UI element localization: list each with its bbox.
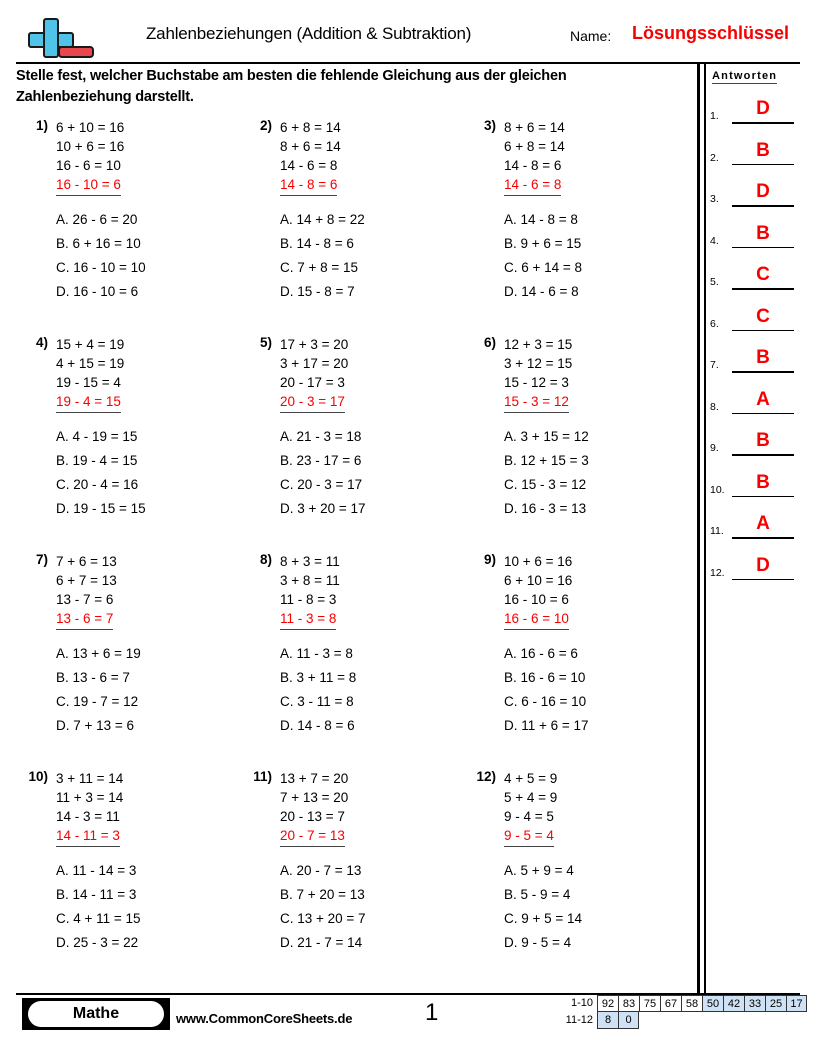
equation-line: 16 - 10 = 6 bbox=[504, 592, 569, 607]
choice-option[interactable]: C. 4 + 11 = 15 bbox=[56, 911, 141, 926]
answer-blank-line bbox=[732, 371, 794, 373]
site-url: www.CommonCoreSheets.de bbox=[176, 1011, 353, 1026]
equation-line: 4 + 15 = 19 bbox=[56, 356, 125, 371]
answer-index: 4. bbox=[710, 234, 719, 247]
equation-line: 14 - 8 = 6 bbox=[504, 158, 562, 173]
equation-line: 6 + 8 = 14 bbox=[280, 120, 341, 135]
question-number: 10) bbox=[28, 769, 48, 784]
choice-option[interactable]: D. 14 - 6 = 8 bbox=[504, 284, 579, 299]
answer-index: 5. bbox=[710, 276, 719, 288]
answer-row bbox=[710, 511, 810, 553]
question-item bbox=[464, 769, 688, 986]
answer-row bbox=[710, 553, 810, 595]
answer-row bbox=[710, 138, 810, 180]
missing-equation-answer: 14 - 8 = 6 bbox=[280, 175, 337, 196]
answer-index: 11. bbox=[710, 525, 724, 537]
question-item bbox=[464, 118, 688, 335]
score-cell: 42 bbox=[723, 995, 744, 1012]
score-cell: 0 bbox=[618, 1012, 639, 1029]
answer-value: A bbox=[756, 513, 770, 534]
choice-option[interactable]: D. 21 - 7 = 14 bbox=[280, 935, 363, 950]
missing-equation-answer: 19 - 4 = 15 bbox=[56, 392, 121, 413]
question-number: 4) bbox=[35, 335, 48, 350]
question-number: 7) bbox=[35, 552, 48, 567]
equation-line: 15 - 12 = 3 bbox=[504, 375, 569, 390]
choice-option[interactable]: D. 25 - 3 = 22 bbox=[56, 935, 139, 950]
equation-line: 11 + 3 = 14 bbox=[56, 790, 124, 805]
equation-line: 10 + 6 = 16 bbox=[504, 554, 573, 569]
equation-line: 7 + 13 = 20 bbox=[280, 790, 349, 805]
answer-blank-line bbox=[732, 496, 794, 498]
question-item bbox=[240, 769, 464, 986]
question-item bbox=[16, 552, 240, 769]
choice-option[interactable]: D. 16 - 3 = 13 bbox=[504, 501, 587, 516]
answer-value: D bbox=[756, 181, 770, 202]
equation-line: 6 + 10 = 16 bbox=[504, 573, 573, 588]
question-row bbox=[16, 118, 688, 335]
equation-line: 16 - 6 = 10 bbox=[56, 158, 121, 173]
answer-value: B bbox=[756, 471, 770, 493]
answer-index: 12. bbox=[710, 566, 725, 579]
choice-option[interactable]: A. 14 - 8 = 8 bbox=[504, 212, 578, 227]
choice-option[interactable]: C. 15 - 3 = 12 bbox=[504, 477, 587, 492]
score-cell: 67 bbox=[660, 995, 681, 1012]
missing-equation-answer: 16 - 6 = 10 bbox=[504, 609, 569, 630]
choice-option[interactable]: A. 11 - 14 = 3 bbox=[56, 863, 137, 878]
answer-blank-line bbox=[732, 122, 794, 124]
missing-equation-answer: 15 - 3 = 12 bbox=[504, 392, 569, 413]
score-cell: 92 bbox=[597, 995, 618, 1012]
answer-blank-line bbox=[732, 413, 794, 415]
choice-option[interactable]: C. 13 + 20 = 7 bbox=[280, 911, 366, 926]
answer-row bbox=[710, 96, 810, 138]
answer-row bbox=[710, 262, 810, 304]
worksheet-header bbox=[16, 14, 800, 60]
question-number: 9) bbox=[483, 552, 496, 567]
answer-blank-line bbox=[732, 247, 794, 249]
answer-value: B bbox=[756, 430, 770, 451]
missing-equation-answer: 9 - 5 = 4 bbox=[504, 826, 554, 847]
choice-option[interactable]: B. 5 - 9 = 4 bbox=[504, 887, 571, 902]
equation-line: 6 + 8 = 14 bbox=[504, 139, 565, 154]
question-number: 11) bbox=[253, 769, 272, 784]
choice-option[interactable]: A. 3 + 15 = 12 bbox=[504, 429, 589, 444]
page-title: Zahlenbeziehungen (Addition & Subtraktion) bbox=[146, 24, 472, 43]
choice-option[interactable]: B. 9 + 6 = 15 bbox=[504, 236, 582, 251]
score-row-label: 11-12 bbox=[565, 1014, 593, 1026]
answer-blank-line bbox=[732, 579, 794, 581]
answer-index: 1. bbox=[710, 110, 719, 122]
equation-line: 8 + 3 = 11 bbox=[280, 554, 340, 569]
answer-row bbox=[710, 428, 810, 470]
choice-option[interactable]: B. 7 + 20 = 13 bbox=[280, 887, 365, 902]
choice-option[interactable]: A. 16 - 6 = 6 bbox=[504, 646, 578, 661]
answers-list bbox=[710, 96, 810, 594]
answer-value: D bbox=[756, 554, 770, 576]
answer-row bbox=[710, 387, 810, 429]
score-cell: 75 bbox=[639, 995, 660, 1012]
missing-equation-answer: 20 - 7 = 13 bbox=[280, 826, 345, 847]
choice-option[interactable]: C. 3 - 11 = 8 bbox=[280, 694, 354, 709]
choice-option[interactable]: D. 15 - 8 = 7 bbox=[280, 284, 355, 299]
choice-option[interactable]: D. 11 + 6 = 17 bbox=[504, 718, 589, 733]
choice-option[interactable]: A. 20 - 7 = 13 bbox=[280, 863, 362, 878]
missing-equation-answer: 13 - 6 = 7 bbox=[56, 609, 113, 630]
equation-line: 7 + 6 = 13 bbox=[56, 554, 117, 569]
plus-minus-icon bbox=[20, 16, 94, 60]
choice-option[interactable]: B. 19 - 4 = 15 bbox=[56, 453, 138, 468]
name-label: Name: bbox=[570, 28, 612, 44]
answer-index: 8. bbox=[710, 400, 719, 413]
missing-equation-answer: 14 - 11 = 3 bbox=[56, 826, 120, 847]
question-number: 5) bbox=[259, 335, 272, 350]
equation-line: 17 + 3 = 20 bbox=[280, 337, 349, 352]
equation-line: 3 + 12 = 15 bbox=[504, 356, 573, 371]
choice-option[interactable]: A. 5 + 9 = 4 bbox=[504, 863, 574, 878]
answer-key-panel bbox=[710, 64, 810, 594]
question-item bbox=[464, 552, 688, 769]
equation-line: 8 + 6 = 14 bbox=[504, 120, 565, 135]
answer-value: C bbox=[756, 305, 770, 327]
answer-row bbox=[710, 470, 810, 512]
equation-line: 5 + 4 = 9 bbox=[504, 790, 558, 805]
answer-row bbox=[710, 304, 810, 346]
score-row bbox=[557, 995, 807, 1012]
answer-row bbox=[710, 221, 810, 263]
answer-column-divider-thin bbox=[704, 64, 706, 994]
answer-blank-line bbox=[732, 454, 794, 456]
answer-blank-line bbox=[732, 330, 794, 332]
questions-grid bbox=[16, 118, 688, 986]
choice-option[interactable]: D. 19 - 15 = 15 bbox=[56, 501, 146, 516]
score-row bbox=[557, 1012, 807, 1029]
answer-blank-line bbox=[732, 205, 794, 207]
choice-option[interactable]: C. 9 + 5 = 14 bbox=[504, 911, 583, 926]
score-cell: 33 bbox=[744, 995, 765, 1012]
score-cell: 17 bbox=[786, 995, 807, 1012]
answer-index: 9. bbox=[710, 442, 719, 454]
equation-line: 20 - 13 = 7 bbox=[280, 809, 345, 824]
question-item bbox=[240, 118, 464, 335]
equation-line: 13 + 7 = 20 bbox=[280, 771, 349, 786]
equation-line: 14 - 3 = 11 bbox=[56, 809, 120, 824]
equation-line: 4 + 5 = 9 bbox=[504, 771, 558, 786]
choice-option[interactable]: B. 3 + 11 = 8 bbox=[280, 670, 357, 685]
choice-option[interactable]: A. 21 - 3 = 18 bbox=[280, 429, 362, 444]
score-cell: 25 bbox=[765, 995, 786, 1012]
choice-option[interactable]: D. 3 + 20 = 17 bbox=[280, 501, 366, 516]
question-item bbox=[240, 552, 464, 769]
choice-option[interactable]: D. 7 + 13 = 6 bbox=[56, 718, 135, 733]
score-cell: 83 bbox=[618, 995, 639, 1012]
page-number: 1 bbox=[425, 999, 439, 1026]
question-number: 2) bbox=[259, 118, 272, 133]
equation-line: 10 + 6 = 16 bbox=[56, 139, 125, 154]
choice-option[interactable]: C. 7 + 8 = 15 bbox=[280, 260, 359, 275]
equation-line: 15 + 4 = 19 bbox=[56, 337, 125, 352]
directions-text: Stelle fest, welcher Buchstabe am besten die fehlende Gleichung aus der gleichen Zahlenbeziehung darstellt. bbox=[16, 68, 567, 105]
question-number: 1) bbox=[35, 118, 48, 133]
subject-label: Mathe bbox=[28, 1001, 164, 1027]
answer-blank-line bbox=[732, 164, 794, 166]
question-item bbox=[16, 335, 240, 552]
name-value: Lösungsschlüssel bbox=[632, 23, 790, 43]
question-row bbox=[16, 552, 688, 769]
answer-row bbox=[710, 179, 810, 221]
missing-equation-answer: 11 - 3 = 8 bbox=[280, 609, 336, 630]
choice-option[interactable]: A. 11 - 3 = 8 bbox=[280, 646, 353, 661]
equation-line: 3 + 11 = 14 bbox=[56, 771, 124, 786]
equation-line: 9 - 4 = 5 bbox=[504, 809, 554, 824]
answer-value: B bbox=[756, 347, 770, 368]
equation-line: 20 - 17 = 3 bbox=[280, 375, 345, 390]
equation-line: 8 + 6 = 14 bbox=[280, 139, 341, 154]
score-cell: 58 bbox=[681, 995, 702, 1012]
choice-option[interactable]: B. 12 + 15 = 3 bbox=[504, 453, 589, 468]
equation-line: 14 - 6 = 8 bbox=[280, 158, 338, 173]
question-number: 12) bbox=[476, 769, 496, 784]
equation-line: 6 + 10 = 16 bbox=[56, 120, 125, 135]
equation-line: 6 + 7 = 13 bbox=[56, 573, 117, 588]
choice-option[interactable]: B. 14 - 11 = 3 bbox=[56, 887, 137, 902]
equation-line: 19 - 15 = 4 bbox=[56, 375, 121, 390]
equation-line: 11 - 8 = 3 bbox=[280, 592, 337, 607]
choice-option[interactable]: C. 16 - 10 = 10 bbox=[56, 260, 146, 275]
header-divider bbox=[16, 62, 800, 64]
choice-option[interactable]: C. 6 + 14 = 8 bbox=[504, 260, 583, 275]
missing-equation-answer: 14 - 6 = 8 bbox=[504, 175, 561, 196]
score-cell: 50 bbox=[702, 995, 723, 1012]
choice-option[interactable]: B. 13 - 6 = 7 bbox=[56, 670, 130, 685]
equation-line: 12 + 3 = 15 bbox=[504, 337, 573, 352]
answer-row bbox=[710, 345, 810, 387]
answer-blank-line bbox=[732, 537, 794, 539]
question-item bbox=[16, 769, 240, 986]
equation-line: 3 + 17 = 20 bbox=[280, 356, 349, 371]
answer-value: A bbox=[756, 388, 770, 410]
answer-index: 2. bbox=[710, 151, 719, 164]
choice-option[interactable]: A. 26 - 6 = 20 bbox=[56, 212, 138, 227]
answer-value: C bbox=[756, 264, 770, 285]
question-item bbox=[16, 118, 240, 335]
choice-option[interactable]: C. 20 - 3 = 17 bbox=[280, 477, 363, 492]
choice-option[interactable]: D. 16 - 10 = 6 bbox=[56, 284, 139, 299]
choice-option[interactable]: B. 23 - 17 = 6 bbox=[280, 453, 362, 468]
choice-option[interactable]: B. 16 - 6 = 10 bbox=[504, 670, 586, 685]
answers-heading: Antworten bbox=[712, 70, 778, 82]
choice-option[interactable]: B. 6 + 16 = 10 bbox=[56, 236, 141, 251]
choice-option[interactable]: C. 20 - 4 = 16 bbox=[56, 477, 139, 492]
choice-option[interactable]: A. 14 + 8 = 22 bbox=[280, 212, 365, 227]
choice-option[interactable]: A. 13 + 6 = 19 bbox=[56, 646, 141, 661]
answer-index: 6. bbox=[710, 317, 719, 330]
choice-option[interactable]: B. 14 - 8 = 6 bbox=[280, 236, 354, 251]
answer-value: B bbox=[756, 222, 770, 244]
equation-line: 3 + 8 = 11 bbox=[280, 573, 340, 588]
answer-index: 3. bbox=[710, 193, 719, 205]
missing-equation-answer: 16 - 10 = 6 bbox=[56, 175, 121, 196]
answer-index: 10. bbox=[710, 483, 725, 496]
answer-value: D bbox=[756, 98, 770, 119]
choice-option[interactable]: C. 6 - 16 = 10 bbox=[504, 694, 587, 709]
question-row bbox=[16, 769, 688, 986]
question-item bbox=[464, 335, 688, 552]
question-number: 6) bbox=[483, 335, 496, 350]
question-row bbox=[16, 335, 688, 552]
subject-badge bbox=[22, 998, 170, 1030]
answer-index: 7. bbox=[710, 359, 719, 371]
score-table bbox=[557, 995, 807, 1029]
answer-value: B bbox=[756, 139, 770, 161]
choice-option[interactable]: D. 9 - 5 = 4 bbox=[504, 935, 572, 950]
choice-option[interactable]: A. 4 - 19 = 15 bbox=[56, 429, 138, 444]
choice-option[interactable]: D. 14 - 8 = 6 bbox=[280, 718, 355, 733]
missing-equation-answer: 20 - 3 = 17 bbox=[280, 392, 345, 413]
score-cell: 8 bbox=[597, 1012, 618, 1029]
answer-column-divider-thick bbox=[697, 64, 700, 994]
choice-option[interactable]: C. 19 - 7 = 12 bbox=[56, 694, 139, 709]
question-item bbox=[240, 335, 464, 552]
score-row-label: 1-10 bbox=[570, 997, 593, 1009]
question-number: 8) bbox=[259, 552, 272, 567]
answer-blank-line bbox=[732, 288, 794, 290]
question-number: 3) bbox=[483, 118, 496, 133]
equation-line: 13 - 7 = 6 bbox=[56, 592, 114, 607]
